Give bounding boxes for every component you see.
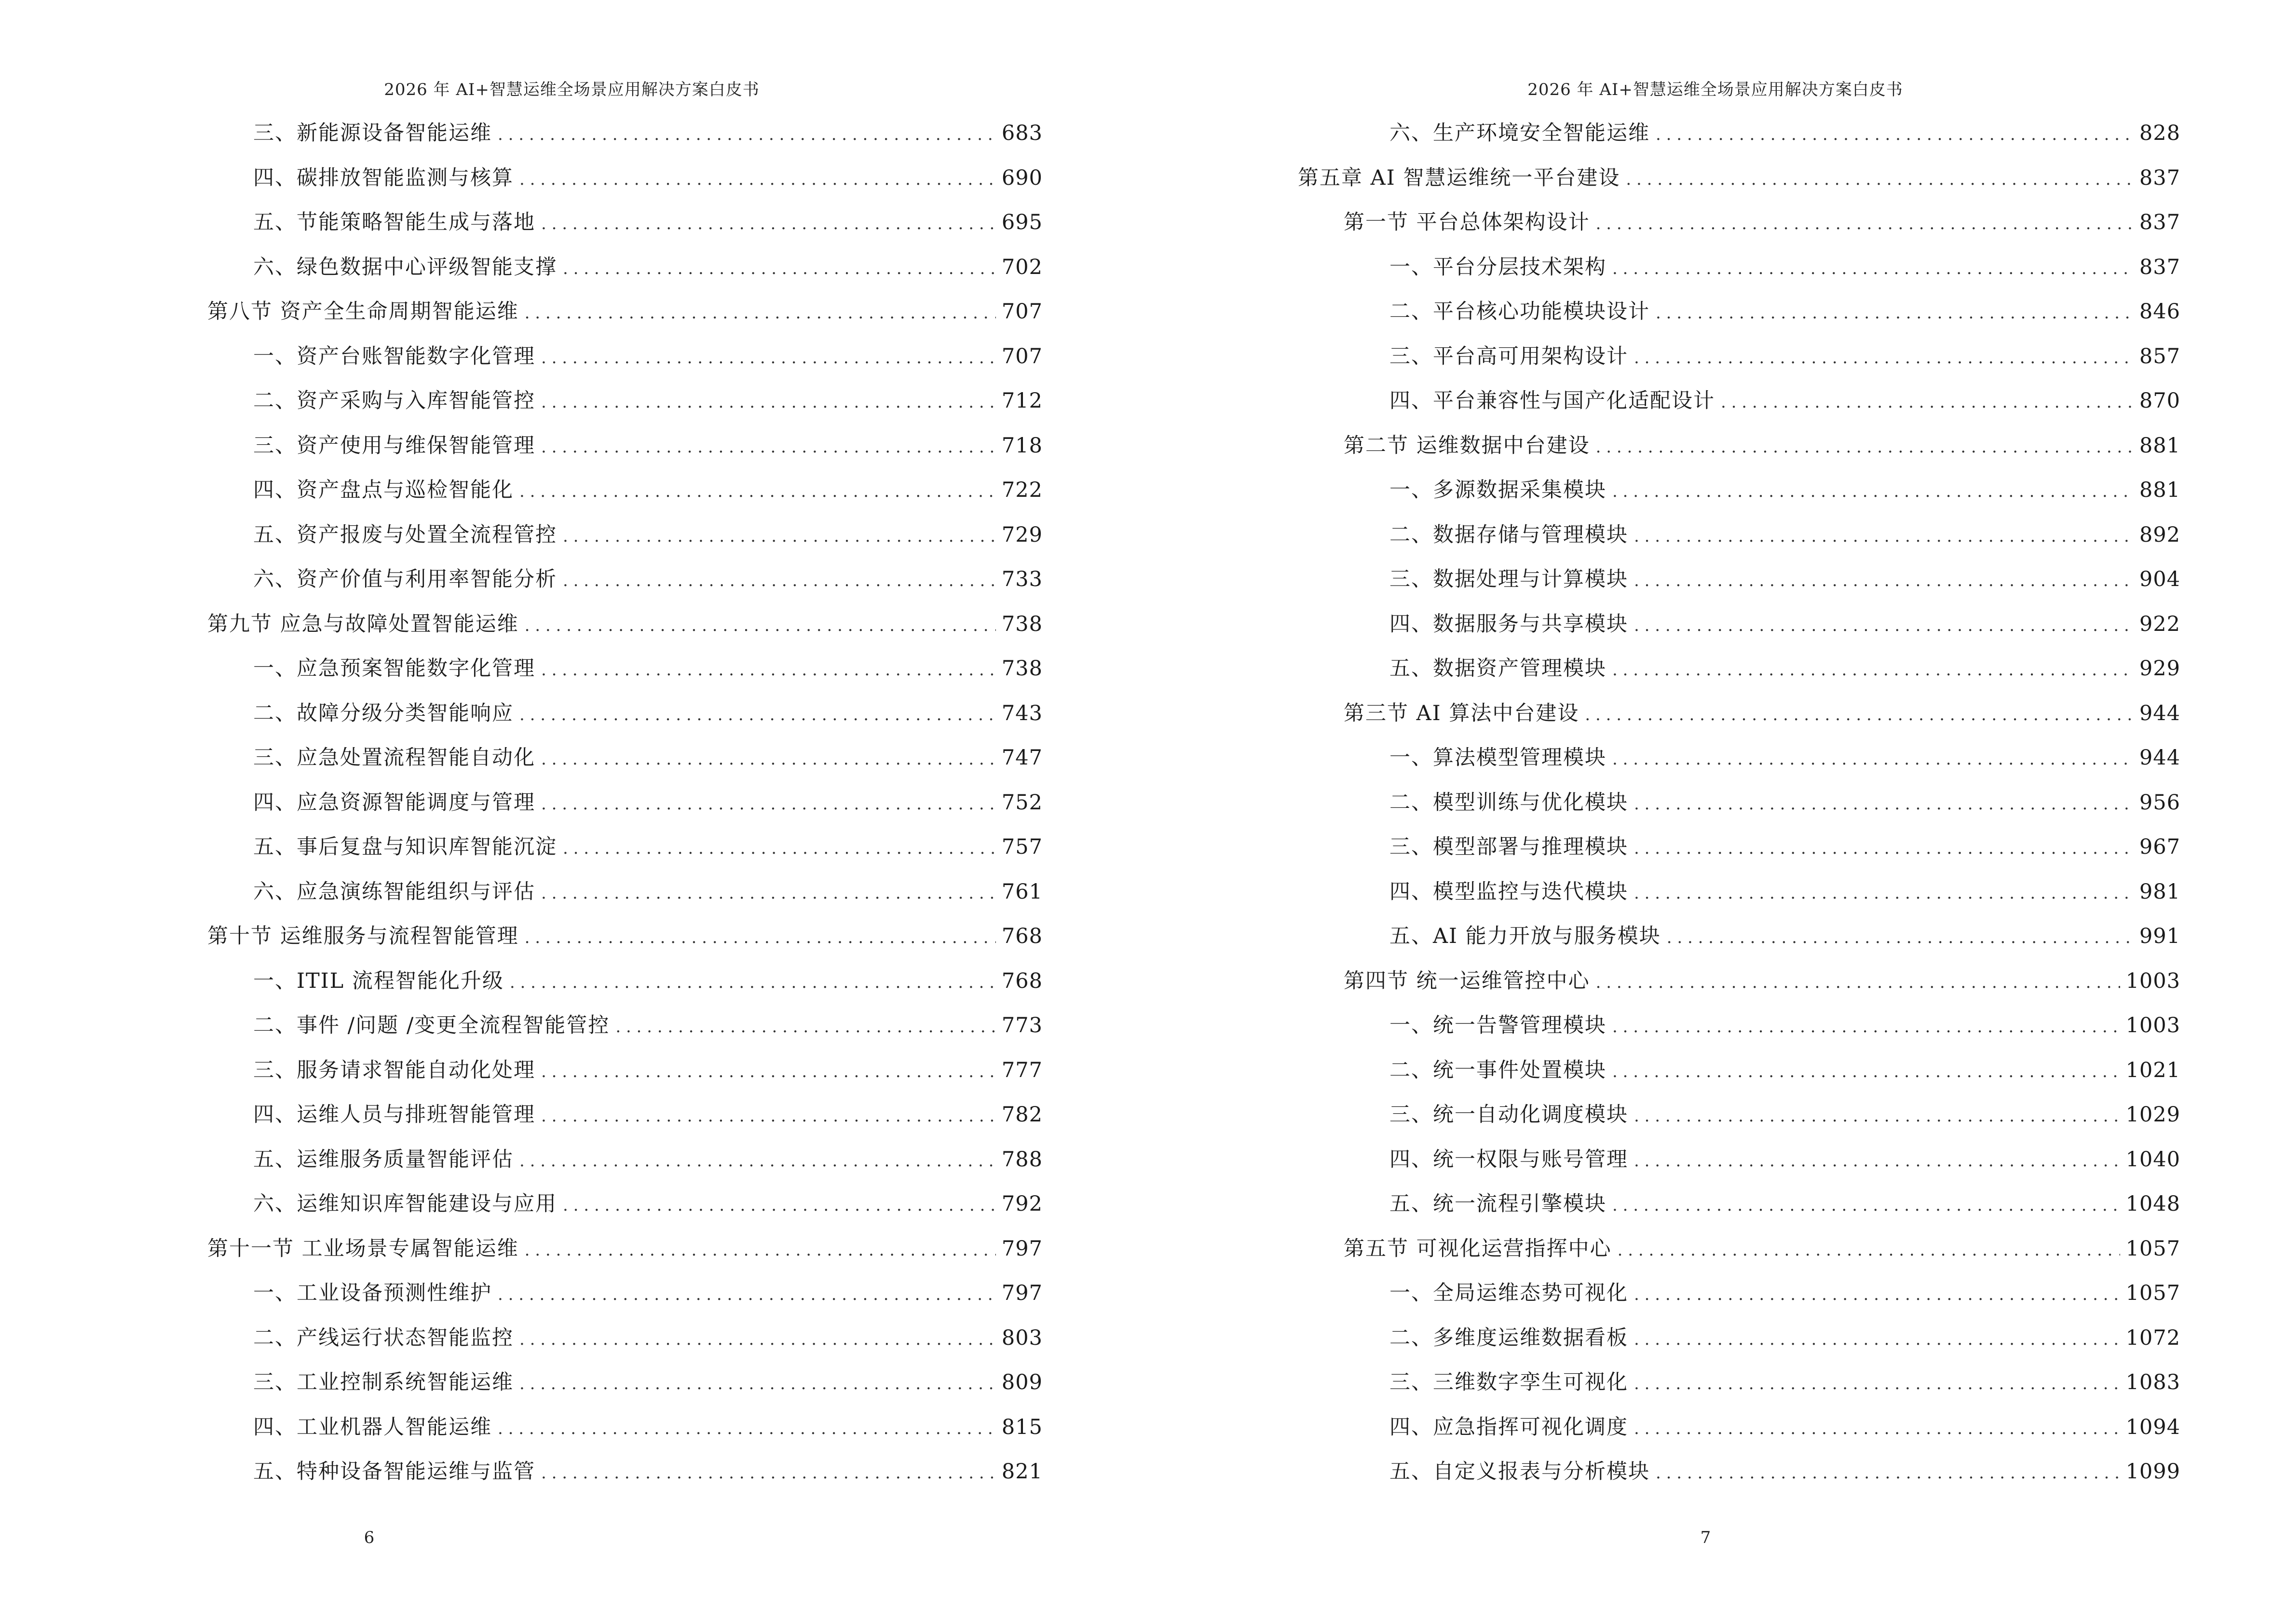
toc-entry-page-number: 809 (1001, 1370, 1043, 1394)
dot-leader (563, 246, 996, 291)
toc-subsection-entry[interactable] (1298, 914, 2180, 959)
toc-entry-title: 四、平台兼容性与国产化适配设计 (1389, 389, 1715, 413)
toc-entry-title: 二、数据存储与管理模块 (1389, 522, 1628, 547)
page-number: 6 (364, 1528, 375, 1547)
toc-entry-page-number: 797 (1001, 1281, 1043, 1305)
toc-entry-page-number: 967 (2139, 835, 2180, 859)
right-page (1144, 0, 2287, 1624)
dot-leader (541, 1050, 996, 1094)
toc-subsection-entry[interactable] (1298, 1449, 2180, 1494)
toc-section-entry[interactable] (207, 914, 1043, 959)
toc-subsection-entry[interactable] (207, 334, 1043, 379)
toc-subsection-entry[interactable] (207, 423, 1043, 468)
toc-entry-page-number: 846 (2139, 300, 2180, 324)
toc-subsection-entry[interactable] (1298, 379, 2180, 423)
dot-leader (1634, 1139, 2120, 1184)
toc-entry-title: 五、事后复盘与知识库智能沉淀 (253, 835, 557, 859)
toc-section-entry[interactable] (1298, 959, 2180, 1004)
toc-section-entry[interactable] (207, 1227, 1043, 1271)
toc-subsection-entry[interactable] (207, 1048, 1043, 1093)
toc-entry-title: 四、模型监控与迭代模块 (1389, 879, 1628, 904)
toc-entry-page-number: 690 (1001, 165, 1043, 190)
toc-subsection-entry[interactable] (207, 1449, 1043, 1494)
toc-subsection-entry[interactable] (207, 1137, 1043, 1182)
toc-entry-page-number: 904 (2139, 567, 2180, 591)
dot-leader (541, 1451, 996, 1496)
toc-subsection-entry[interactable] (207, 513, 1043, 558)
dot-leader (519, 693, 996, 737)
dot-leader (1618, 1228, 2120, 1273)
running-header: 2026 年 AI+智慧运维全场景应用解决方案白皮书 (384, 80, 760, 99)
dot-leader (563, 826, 996, 871)
toc-entry-page-number: 837 (2139, 255, 2180, 279)
dot-leader (519, 1317, 996, 1362)
toc-subsection-entry[interactable] (1298, 870, 2180, 914)
toc-entry-page-number: 956 (2139, 790, 2180, 815)
toc-subsection-entry[interactable] (1298, 1271, 2180, 1316)
toc-entry-title: 五、资产报废与处置全流程管控 (253, 522, 557, 547)
toc-subsection-entry[interactable] (1298, 1182, 2180, 1227)
dot-leader (1612, 1183, 2120, 1228)
toc-entry-title: 一、统一告警管理模块 (1389, 1013, 1606, 1037)
toc-entry-page-number: 747 (1001, 746, 1043, 770)
toc-subsection-entry[interactable] (207, 1271, 1043, 1316)
dot-leader (1634, 559, 2134, 603)
dot-leader (563, 514, 996, 559)
toc-subsection-entry[interactable] (207, 379, 1043, 423)
toc-subsection-entry[interactable] (207, 736, 1043, 780)
toc-entry-page-number: 773 (1001, 1013, 1043, 1037)
toc-subsection-entry[interactable] (207, 870, 1043, 914)
dot-leader (1626, 157, 2134, 202)
toc-entry-page-number: 729 (1001, 522, 1043, 547)
toc-subsection-entry[interactable] (1298, 825, 2180, 870)
dot-leader (519, 1362, 996, 1406)
dot-leader (1612, 1005, 2120, 1050)
toc-entry-page-number: 981 (2139, 879, 2180, 904)
toc-entry-title: 五、节能策略智能生成与落地 (253, 210, 535, 234)
toc-entry-title: 三、平台高可用架构设计 (1389, 344, 1628, 368)
toc-subsection-entry[interactable] (207, 1360, 1043, 1405)
toc-entry-page-number: 743 (1001, 701, 1043, 725)
toc-entry-page-number: 881 (2139, 478, 2180, 502)
toc-entry-page-number: 1029 (2125, 1103, 2180, 1127)
toc-entry-page-number: 1048 (2125, 1192, 2180, 1216)
toc-entry-title: 四、应急资源智能调度与管理 (253, 790, 535, 815)
toc-entry-page-number: 707 (1001, 300, 1043, 324)
toc-entry-page-number: 683 (1001, 121, 1043, 145)
toc-entry-title: 三、模型部署与推理模块 (1389, 835, 1628, 859)
toc-section-entry[interactable] (1298, 423, 2180, 468)
toc-entry-page-number: 892 (2139, 522, 2180, 547)
toc-entry-title: 第九节 应急与故障处置智能运维 (207, 612, 519, 636)
page-number: 7 (1700, 1528, 1711, 1547)
dot-leader (510, 960, 996, 1005)
toc-entry-title: 一、工业设备预测性维护 (253, 1281, 492, 1305)
dot-leader (1667, 915, 2134, 960)
dot-leader (1612, 648, 2134, 693)
dot-leader (1721, 380, 2134, 425)
toc-entry-title: 一、平台分层技术架构 (1389, 255, 1606, 279)
dot-leader (519, 469, 996, 514)
toc-entry-page-number: 870 (2139, 389, 2180, 413)
dot-leader (1634, 826, 2134, 871)
dot-leader (1634, 1406, 2120, 1451)
toc-subsection-entry[interactable] (1298, 468, 2180, 513)
toc-subsection-entry[interactable] (1298, 111, 2180, 156)
toc-subsection-entry[interactable] (207, 156, 1043, 201)
toc-entry-title: 三、应急处置流程智能自动化 (253, 746, 535, 770)
toc-entry-title: 五、特种设备智能运维与监管 (253, 1460, 535, 1484)
toc-section-entry[interactable] (207, 289, 1043, 334)
toc-entry-page-number: 837 (2139, 165, 2180, 190)
toc-subsection-entry[interactable] (207, 1092, 1043, 1137)
toc-entry-title: 第二节 运维数据中台建设 (1344, 433, 1590, 458)
dot-leader (1656, 112, 2134, 157)
dot-leader (541, 425, 996, 470)
dot-leader (1612, 1050, 2120, 1094)
toc-entry-title: 二、多维度运维数据看板 (1389, 1325, 1628, 1350)
toc-entry-page-number: 752 (1001, 790, 1043, 815)
dot-leader (1634, 1272, 2120, 1317)
dot-leader (615, 1005, 996, 1050)
dot-leader (1612, 469, 2134, 514)
toc-entry-title: 一、算法模型管理模块 (1389, 746, 1606, 770)
dot-leader (1634, 336, 2134, 381)
toc-entry-title: 第十节 运维服务与流程智能管理 (207, 924, 519, 948)
toc-entry-title: 二、产线运行状态智能监控 (253, 1325, 514, 1350)
toc-section-entry[interactable] (1298, 1227, 2180, 1271)
toc-entry-page-number: 738 (1001, 612, 1043, 636)
dot-leader (1612, 246, 2134, 291)
toc-entry-title: 四、工业机器人智能运维 (253, 1415, 492, 1439)
toc-subsection-entry[interactable] (207, 200, 1043, 245)
toc-subsection-entry[interactable] (207, 557, 1043, 602)
toc-entry-page-number: 821 (1001, 1460, 1043, 1484)
toc-entry-page-number: 792 (1001, 1192, 1043, 1216)
toc-subsection-entry[interactable] (207, 1182, 1043, 1227)
toc-entry-title: 四、资产盘点与巡检智能化 (253, 478, 514, 502)
toc-entry-page-number: 712 (1001, 389, 1043, 413)
toc-entry-title: 五、数据资产管理模块 (1389, 656, 1606, 681)
toc-entry-title: 一、全局运维态势可视化 (1389, 1281, 1628, 1305)
toc-entry-title: 第五节 可视化运营指挥中心 (1344, 1236, 1612, 1261)
toc-subsection-entry[interactable] (1298, 1316, 2180, 1361)
toc-entry-title: 五、统一流程引擎模块 (1389, 1192, 1606, 1216)
toc-entry-title: 第一节 平台总体架构设计 (1344, 210, 1590, 234)
toc-entry-title: 四、数据服务与共享模块 (1389, 612, 1628, 636)
toc-entry-title: 第三节 AI 算法中台建设 (1344, 701, 1579, 725)
toc-entry-title: 五、运维服务质量智能评估 (253, 1147, 514, 1172)
dot-leader (541, 782, 996, 827)
toc-entry-page-number: 922 (2139, 612, 2180, 636)
toc-entry-title: 四、碳排放智能监测与核算 (253, 165, 514, 190)
toc-subsection-entry[interactable] (207, 1003, 1043, 1048)
toc-entry-page-number: 1021 (2125, 1058, 2180, 1082)
toc-entry-page-number: 1057 (2125, 1281, 2180, 1305)
toc-entry-title: 第五章 AI 智慧运维统一平台建设 (1298, 165, 1620, 190)
toc-entry-page-number: 782 (1001, 1103, 1043, 1127)
toc-subsection-entry[interactable] (1298, 334, 2180, 379)
toc-subsection-entry[interactable] (1298, 289, 2180, 334)
toc-entry-title: 一、资产台账智能数字化管理 (253, 344, 535, 368)
toc-subsection-entry[interactable] (1298, 1048, 2180, 1093)
toc-entry-title: 二、资产采购与入库智能管控 (253, 389, 535, 413)
dot-leader (541, 202, 996, 246)
toc-entry-page-number: 1057 (2125, 1236, 2180, 1261)
dot-leader (1634, 871, 2134, 916)
dot-leader (541, 380, 996, 425)
toc-list (207, 111, 1043, 1494)
toc-entry-page-number: 702 (1001, 255, 1043, 279)
toc-entry-title: 四、运维人员与排班智能管理 (253, 1103, 535, 1127)
dot-leader (1656, 291, 2134, 336)
toc-entry-title: 二、平台核心功能模块设计 (1389, 300, 1650, 324)
dot-leader (1656, 1451, 2120, 1496)
toc-entry-page-number: 722 (1001, 478, 1043, 502)
toc-subsection-entry[interactable] (1298, 602, 2180, 647)
dot-leader (525, 603, 996, 648)
toc-subsection-entry[interactable] (207, 959, 1043, 1004)
toc-subsection-entry[interactable] (207, 780, 1043, 825)
toc-entry-page-number: 991 (2139, 924, 2180, 948)
toc-entry-title: 第四节 统一运维管控中心 (1344, 969, 1590, 993)
toc-subsection-entry[interactable] (207, 245, 1043, 290)
dot-leader (1634, 514, 2134, 559)
toc-section-entry[interactable] (207, 602, 1043, 647)
toc-entry-title: 三、数据处理与计算模块 (1389, 567, 1628, 591)
toc-entry-page-number: 788 (1001, 1147, 1043, 1172)
toc-subsection-entry[interactable] (1298, 1405, 2180, 1450)
dot-leader (525, 915, 996, 960)
toc-subsection-entry[interactable] (1298, 1092, 2180, 1137)
dot-leader (498, 112, 996, 157)
dot-leader (541, 871, 996, 916)
toc-entry-title: 六、应急演练智能组织与评估 (253, 879, 535, 904)
toc-entry-title: 三、工业控制系统智能运维 (253, 1370, 514, 1394)
toc-entry-title: 三、统一自动化调度模块 (1389, 1103, 1628, 1127)
toc-section-entry[interactable] (1298, 200, 2180, 245)
toc-entry-page-number: 768 (1001, 969, 1043, 993)
toc-entry-page-number: 944 (2139, 701, 2180, 725)
dot-leader (1585, 693, 2134, 737)
toc-entry-title: 一、多源数据采集模块 (1389, 478, 1606, 502)
toc-subsection-entry[interactable] (207, 1405, 1043, 1450)
toc-entry-page-number: 707 (1001, 344, 1043, 368)
dot-leader (1634, 782, 2134, 827)
toc-subsection-entry[interactable] (207, 646, 1043, 691)
toc-entry-page-number: 733 (1001, 567, 1043, 591)
toc-entry-page-number: 929 (2139, 656, 2180, 681)
toc-entry-page-number: 1003 (2125, 969, 2180, 993)
running-header: 2026 年 AI+智慧运维全场景应用解决方案白皮书 (1527, 80, 1903, 99)
toc-entry-title: 二、模型训练与优化模块 (1389, 790, 1628, 815)
toc-entry-page-number: 1094 (2125, 1415, 2180, 1439)
toc-entry-page-number: 1003 (2125, 1013, 2180, 1037)
toc-subsection-entry[interactable] (207, 111, 1043, 156)
dot-leader (541, 1094, 996, 1139)
toc-entry-title: 第八节 资产全生命周期智能运维 (207, 300, 519, 324)
toc-entry-title: 六、绿色数据中心评级智能支撑 (253, 255, 557, 279)
dot-leader (1634, 603, 2134, 648)
dot-leader (525, 1228, 996, 1273)
toc-list (1298, 111, 2180, 1494)
toc-entry-page-number: 738 (1001, 656, 1043, 681)
dot-leader (1596, 960, 2120, 1005)
dot-leader (519, 1139, 996, 1184)
toc-entry-page-number: 828 (2139, 121, 2180, 145)
toc-entry-page-number: 1083 (2125, 1370, 2180, 1394)
toc-entry-page-number: 757 (1001, 835, 1043, 859)
dot-leader (1612, 737, 2134, 782)
dot-leader (519, 157, 996, 202)
toc-subsection-entry[interactable] (1298, 780, 2180, 825)
toc-subsection-entry[interactable] (207, 825, 1043, 870)
toc-subsection-entry[interactable] (207, 1316, 1043, 1361)
toc-entry-page-number: 1072 (2125, 1325, 2180, 1350)
toc-subsection-entry[interactable] (1298, 1360, 2180, 1405)
toc-entry-page-number: 777 (1001, 1058, 1043, 1082)
toc-entry-page-number: 761 (1001, 879, 1043, 904)
toc-subsection-entry[interactable] (1298, 513, 2180, 558)
toc-entry-title: 五、自定义报表与分析模块 (1389, 1460, 1650, 1484)
toc-entry-title: 二、事件 /问题 /变更全流程智能管控 (253, 1013, 610, 1037)
dot-leader (1634, 1317, 2120, 1362)
toc-entry-page-number: 837 (2139, 210, 2180, 234)
toc-subsection-entry[interactable] (1298, 646, 2180, 691)
toc-entry-title: 六、运维知识库智能建设与应用 (253, 1192, 557, 1216)
toc-subsection-entry[interactable] (1298, 557, 2180, 602)
toc-entry-page-number: 797 (1001, 1236, 1043, 1261)
dot-leader (1596, 425, 2134, 470)
toc-entry-title: 六、资产价值与利用率智能分析 (253, 567, 557, 591)
dot-leader (541, 648, 996, 693)
toc-entry-title: 三、三维数字孪生可视化 (1389, 1370, 1628, 1394)
toc-entry-title: 三、服务请求智能自动化处理 (253, 1058, 535, 1082)
toc-entry-page-number: 1099 (2125, 1460, 2180, 1484)
toc-entry-page-number: 944 (2139, 746, 2180, 770)
toc-entry-page-number: 881 (2139, 433, 2180, 458)
toc-entry-title: 三、新能源设备智能运维 (253, 121, 492, 145)
toc-subsection-entry[interactable] (207, 468, 1043, 513)
toc-entry-title: 第十一节 工业场景专属智能运维 (207, 1236, 519, 1261)
toc-entry-page-number: 803 (1001, 1325, 1043, 1350)
toc-entry-title: 四、应急指挥可视化调度 (1389, 1415, 1628, 1439)
toc-entry-title: 三、资产使用与维保智能管理 (253, 433, 535, 458)
toc-entry-title: 二、故障分级分类智能响应 (253, 701, 514, 725)
dot-leader (1634, 1094, 2120, 1139)
toc-entry-page-number: 1040 (2125, 1147, 2180, 1172)
toc-subsection-entry[interactable] (1298, 245, 2180, 290)
dot-leader (525, 291, 996, 336)
dot-leader (1634, 1362, 2120, 1406)
toc-entry-page-number: 768 (1001, 924, 1043, 948)
toc-entry-title: 五、AI 能力开放与服务模块 (1389, 924, 1661, 948)
dot-leader (541, 336, 996, 381)
toc-subsection-entry[interactable] (1298, 1003, 2180, 1048)
toc-entry-title: 一、ITIL 流程智能化升级 (253, 969, 504, 993)
toc-entry-page-number: 695 (1001, 210, 1043, 234)
toc-entry-title: 一、应急预案智能数字化管理 (253, 656, 535, 681)
toc-subsection-entry[interactable] (1298, 736, 2180, 780)
dot-leader (563, 1183, 996, 1228)
dot-leader (1596, 202, 2134, 246)
toc-subsection-entry[interactable] (1298, 1137, 2180, 1182)
toc-subsection-entry[interactable] (207, 691, 1043, 736)
toc-entry-page-number: 857 (2139, 344, 2180, 368)
toc-chapter-entry[interactable] (1298, 156, 2180, 201)
toc-entry-title: 四、统一权限与账号管理 (1389, 1147, 1628, 1172)
dot-leader (541, 737, 996, 782)
toc-entry-page-number: 815 (1001, 1415, 1043, 1439)
dot-leader (498, 1272, 996, 1317)
toc-section-entry[interactable] (1298, 691, 2180, 736)
dot-leader (563, 559, 996, 603)
dot-leader (498, 1406, 996, 1451)
toc-entry-title: 六、生产环境安全智能运维 (1389, 121, 1650, 145)
toc-entry-page-number: 718 (1001, 433, 1043, 458)
toc-entry-title: 二、统一事件处置模块 (1389, 1058, 1606, 1082)
